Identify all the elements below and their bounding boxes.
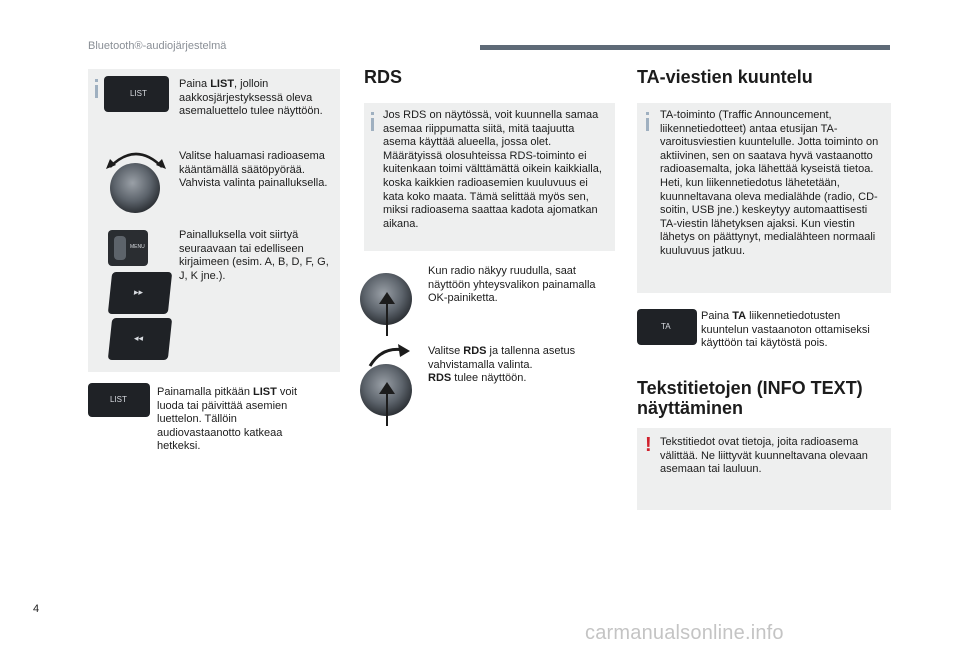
ta-button-icon — [637, 309, 697, 345]
info-text-body: Tekstitiedot ovat tietoja, joita radioasema välittää. Ne liittyvät kuunneltavana olevaan asemaan tai lauluun. — [660, 436, 868, 476]
rotary-knob-icon — [110, 163, 160, 213]
info-icon — [95, 79, 98, 82]
rds-info-text: Jos RDS on näytössä, voit kuunnella samaa asemaa riippumatta siitä, mitä taajuutta asema käyttää alueella, jossa olet. Määrätyissä olosuhteissa RDS-toiminto ei kuitenkaan toimi välttämättä oikein kaikkialla, koska kaikkien radioasemien kuuluvuus ei kata koko maata. Tämä selittää myös sen, miksi radioasema saattaa kadota ajomatkan aikana. — [383, 109, 602, 230]
press-arrow-icon — [377, 292, 397, 338]
seek-forward-glyph: ▸▸ — [133, 287, 144, 297]
seek-forward-icon — [108, 272, 172, 314]
list-button-label-2: LIST — [110, 395, 127, 404]
watermark: carmanualsonline.info — [585, 622, 784, 644]
header-bar — [480, 45, 890, 50]
left-bottom-text: Painamalla pitkään LIST voit luoda tai päivittää asemien luettelon. Tällöin audiovastaanotto katkeaa hetkeksi. — [157, 386, 298, 453]
left-step-1: Paina LIST, jolloin aakkosjärjestyksessä oleva asemaluettelo tulee näyttöön. — [179, 78, 323, 118]
rds-step-1: Kun radio näkyy ruudulla, saat näyttöön yhteysvalikon painamalla OK-painiketta. — [428, 265, 596, 305]
ta-step: Paina TA liikennetiedotusten kuuntelun vastaanoton ottamiseksi käyttöön tai käytöstä pois. — [701, 310, 870, 350]
scroll-wheel — [114, 236, 126, 260]
left-step-2: Valitse haluamasi radioasema kääntämällä säätöpyörää. Vahvista valinta painalluksella. — [179, 150, 328, 190]
warning-icon: ! — [645, 434, 652, 456]
list-button-icon — [104, 76, 169, 112]
seek-backward-glyph: ◂◂ — [133, 333, 144, 343]
page-number: 4 — [33, 603, 40, 615]
ta-heading: TA-viestien kuuntelu — [637, 67, 813, 87]
info-text-heading: Tekstitietojen (INFO TEXT) näyttäminen — [637, 378, 863, 418]
left-step-3: Painalluksella voit siirtyä seuraavaan tai edelliseen kirjaimeen (esim. A, B, D, F, G, J, K jne.). — [179, 229, 329, 282]
scroll-wheel-label: MENU — [130, 244, 145, 250]
press-arrow-icon-2 — [377, 382, 397, 428]
page-header-title: Bluetooth®-audiojärjestelmä — [88, 40, 227, 52]
ta-info-text: TA-toiminto (Traffic Announcement, liikennetiedotteet) antaa etusijan TA-varoitusviestien kuuntelulle. Jotta toiminto on aktiivinen, sen on saatava hyvä vastaanotto radioasemalta, joka lähettää kyseistä tietoa. Heti, kun liikennetiedotus lähetetään, kuunneltavana oleva medialähde (radio, CD-soitin, USB jne.) keskeytyy automaattisesti TA-viestin lähetyksen ajaksi. Kun viestin lähetys on päättynyt, medialähteen normaali kuuluvuus jatkuu. — [660, 109, 879, 257]
info-bar-ta — [646, 118, 649, 131]
info-icon-ta — [646, 112, 649, 115]
info-bar — [95, 85, 98, 98]
list-button-icon-2 — [88, 383, 150, 417]
seek-backward-icon — [108, 318, 172, 360]
info-icon-rds — [371, 112, 374, 115]
scroll-wheel-icon — [108, 230, 148, 266]
list-button-label: LIST — [130, 89, 147, 98]
rds-heading: RDS — [364, 67, 403, 87]
rds-step-2: Valitse RDS ja tallenna asetus vahvistamalla valinta. RDS tulee näyttöön. — [428, 345, 576, 385]
ta-button-label: TA — [661, 322, 671, 331]
info-bar-rds — [371, 118, 374, 131]
